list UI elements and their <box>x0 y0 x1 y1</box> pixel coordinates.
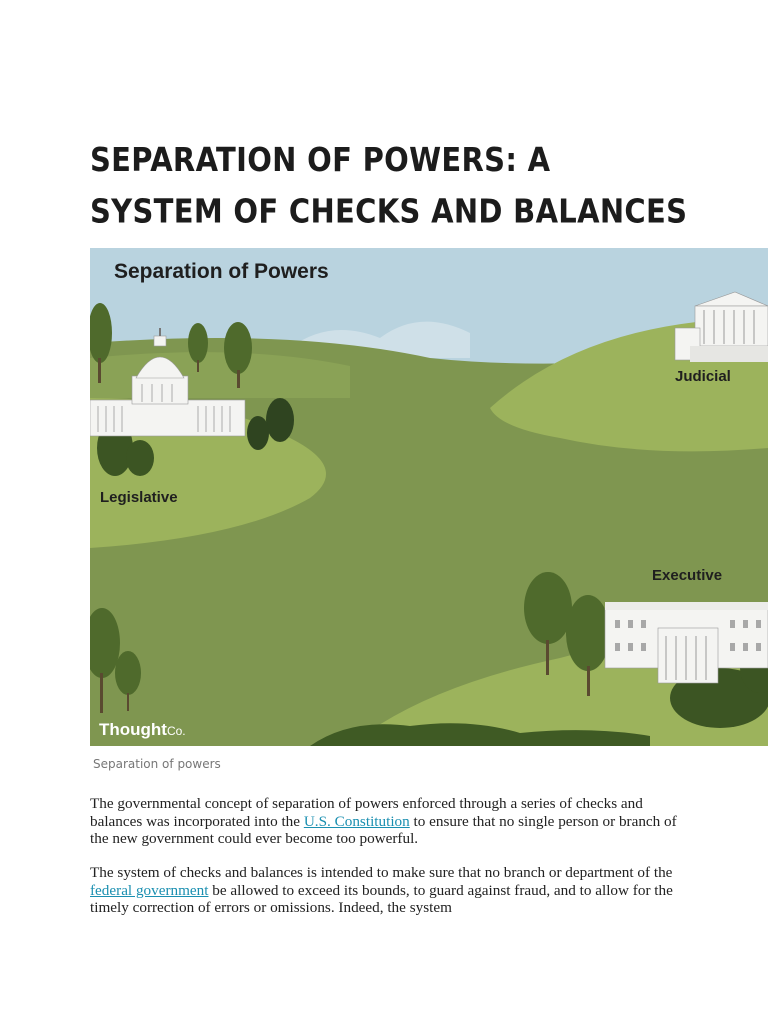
label-judicial: Judicial <box>675 368 731 385</box>
label-executive: Executive <box>652 567 723 584</box>
us-constitution-link[interactable]: U.S. Constitution <box>303 812 410 830</box>
paragraph-1 <box>90 795 690 848</box>
landscape-illustration <box>90 248 768 746</box>
title-line-2: SYSTEM OF CHECKS AND BALANCES <box>90 192 688 231</box>
figure-caption: Separation of powers <box>93 757 221 771</box>
logo-main: Thought <box>99 720 167 739</box>
figure-heading: Separation of Powers <box>114 260 329 283</box>
p1-text-before: The governmental concept of separation of powers enforced through a series of checks and balances was incorporated into the <box>90 795 643 830</box>
label-legislative: Legislative <box>100 489 178 506</box>
separation-of-powers-illustration <box>90 248 768 746</box>
logo-suffix: Co. <box>166 724 186 738</box>
thoughtco-logo <box>99 720 186 740</box>
federal-government-link[interactable]: federal government <box>90 881 209 899</box>
title-line-1: SEPARATION OF POWERS: A <box>90 140 551 179</box>
paragraph-2 <box>90 864 690 917</box>
article-title <box>90 134 730 237</box>
p2-text-before: The system of checks and balances is intended to make sure that no branch or department of the <box>90 864 673 881</box>
p1-text-after: to ensure that no single person or branch of the new government could ever become too powerful. <box>90 812 677 847</box>
p2-text-after: be allowed to exceed its bounds, to guard against fraud, and to allow for the timely correction of errors or omissions. Indeed, the system <box>90 881 673 916</box>
